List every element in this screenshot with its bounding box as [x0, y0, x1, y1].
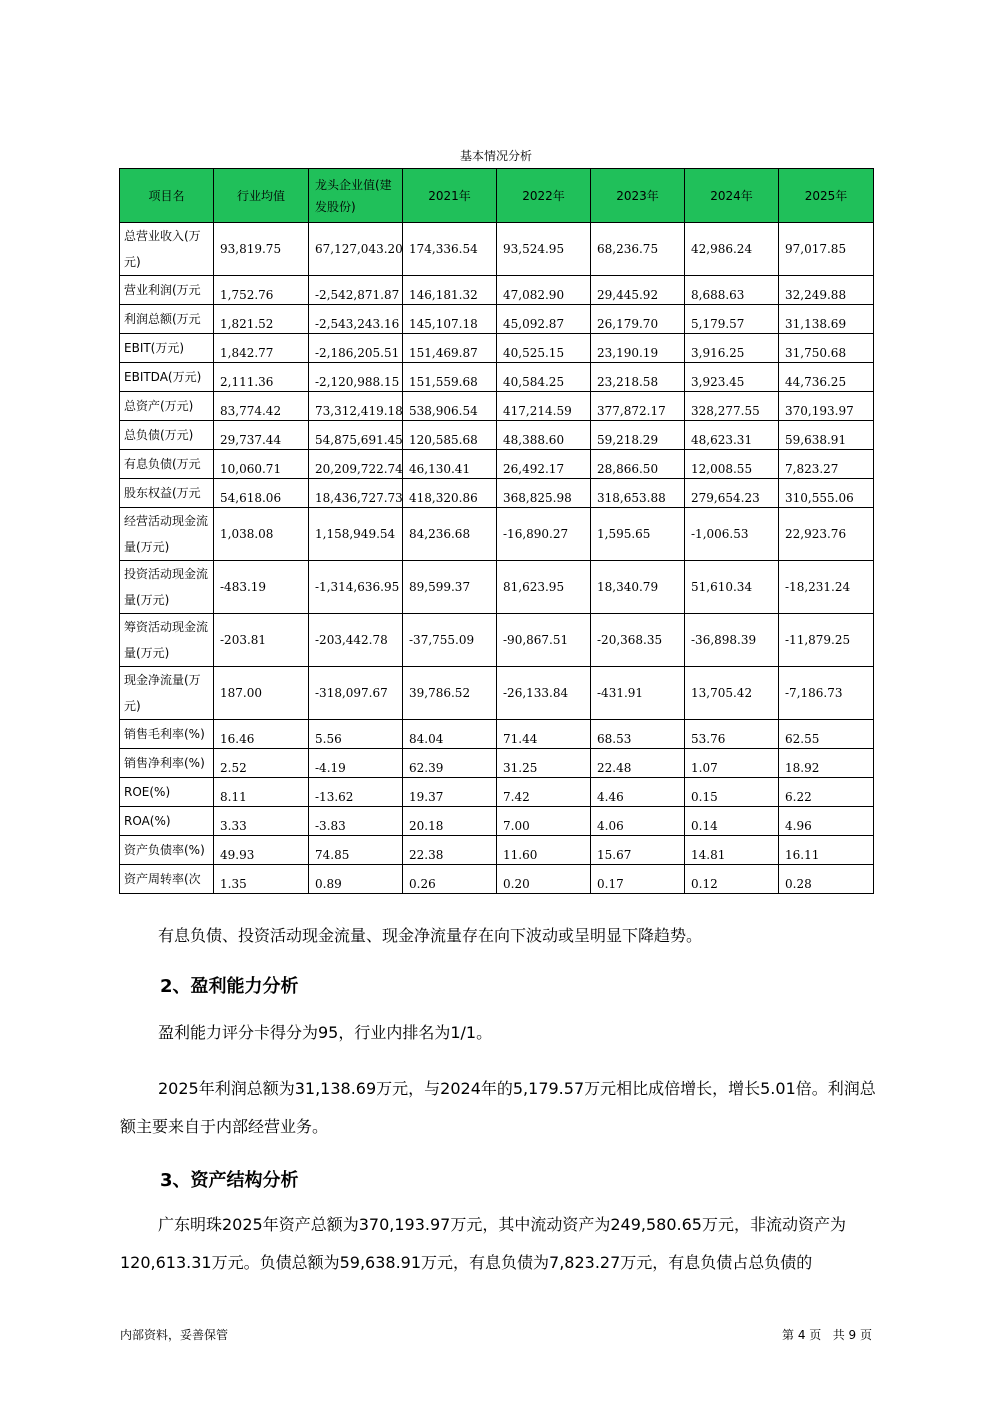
table-row — [120, 508, 874, 561]
row-label: 营业利润(万元 — [120, 276, 214, 305]
table-cell: 89,599.37 — [403, 561, 497, 614]
table-row — [120, 749, 874, 778]
table-cell: 1,842.77 — [214, 334, 309, 363]
table-cell: 67,127,043.20 — [309, 223, 403, 276]
table-cell: 2.52 — [214, 749, 309, 778]
table-cell: 54,618.06 — [214, 479, 309, 508]
financial-summary-table — [119, 168, 874, 894]
table-cell: 1,158,949.54 — [309, 508, 403, 561]
table-cell: 68,236.75 — [591, 223, 685, 276]
table-cell: 74.85 — [309, 836, 403, 865]
table-cell: 120,585.68 — [403, 421, 497, 450]
table-cell: 1,038.08 — [214, 508, 309, 561]
table-cell: 10,060.71 — [214, 450, 309, 479]
table-cell: 93,819.75 — [214, 223, 309, 276]
table-row — [120, 334, 874, 363]
table-cell: 29,445.92 — [591, 276, 685, 305]
table-cell: 48,388.60 — [497, 421, 591, 450]
table-cell: 0.12 — [685, 865, 779, 894]
table-cell: 151,469.87 — [403, 334, 497, 363]
table-cell: 0.17 — [591, 865, 685, 894]
table-cell: 11.60 — [497, 836, 591, 865]
table-cell: 16.46 — [214, 720, 309, 749]
row-label: 总资产(万元) — [120, 392, 214, 421]
table-cell: 13,705.42 — [685, 667, 779, 720]
table-cell: -16,890.27 — [497, 508, 591, 561]
table-cell: 81,623.95 — [497, 561, 591, 614]
table-cell: 418,320.86 — [403, 479, 497, 508]
table-cell: 16.11 — [779, 836, 874, 865]
section-heading-profitability: 2、盈利能力分析 — [160, 976, 299, 997]
table-cell: 23,218.58 — [591, 363, 685, 392]
table-row — [120, 778, 874, 807]
table-cell: 145,107.18 — [403, 305, 497, 334]
table-cell: -18,231.24 — [779, 561, 874, 614]
footer-page-number: 第 4 页 共 9 页 — [782, 1328, 872, 1342]
table-cell: 318,653.88 — [591, 479, 685, 508]
table-cell: 12,008.55 — [685, 450, 779, 479]
table-cell: -2,120,988.15 — [309, 363, 403, 392]
row-label: ROA(%) — [120, 807, 214, 836]
table-cell: 20,209,722.74 — [309, 450, 403, 479]
table-cell: 4.96 — [779, 807, 874, 836]
table-cell: 22.38 — [403, 836, 497, 865]
table-cell: 44,736.25 — [779, 363, 874, 392]
table-cell: 59,218.29 — [591, 421, 685, 450]
table-cell: -1,006.53 — [685, 508, 779, 561]
table-cell: 1,752.76 — [214, 276, 309, 305]
table-row — [120, 223, 874, 276]
table-cell: 26,492.17 — [497, 450, 591, 479]
table-cell: 6.22 — [779, 778, 874, 807]
row-label: ROE(%) — [120, 778, 214, 807]
table-cell: 417,214.59 — [497, 392, 591, 421]
table-cell: 18.92 — [779, 749, 874, 778]
row-label: 筹资活动现金流量(万元) — [120, 614, 214, 667]
table-cell: 370,193.97 — [779, 392, 874, 421]
table-cell: 15.67 — [591, 836, 685, 865]
table-header-row — [120, 169, 874, 223]
table-cell: -7,186.73 — [779, 667, 874, 720]
row-label: 投资活动现金流量(万元) — [120, 561, 214, 614]
table-cell: 328,277.55 — [685, 392, 779, 421]
table-cell: 5.56 — [309, 720, 403, 749]
header-item: 项目名 — [120, 169, 214, 223]
table-cell: 1.35 — [214, 865, 309, 894]
row-label: 利润总额(万元 — [120, 305, 214, 334]
row-label: 资产负债率(%) — [120, 836, 214, 865]
table-cell: -2,186,205.51 — [309, 334, 403, 363]
table-cell: 3,916.25 — [685, 334, 779, 363]
table-row — [120, 450, 874, 479]
table-cell: 3,923.45 — [685, 363, 779, 392]
table-row — [120, 392, 874, 421]
table-cell: 18,436,727.73 — [309, 479, 403, 508]
table-cell: -2,542,871.87 — [309, 276, 403, 305]
table-cell: 54,875,691.45 — [309, 421, 403, 450]
table-cell: 48,623.31 — [685, 421, 779, 450]
table-cell: 62.39 — [403, 749, 497, 778]
row-label: EBIT(万元) — [120, 334, 214, 363]
table-cell: -203,442.78 — [309, 614, 403, 667]
table-cell: 28,866.50 — [591, 450, 685, 479]
header-2023: 2023年 — [591, 169, 685, 223]
row-label: 有息负债(万元 — [120, 450, 214, 479]
table-cell: 174,336.54 — [403, 223, 497, 276]
table-cell: 31,138.69 — [779, 305, 874, 334]
table-cell: -13.62 — [309, 778, 403, 807]
table-row — [120, 807, 874, 836]
table-row — [120, 276, 874, 305]
table-cell: 14.81 — [685, 836, 779, 865]
table-row — [120, 479, 874, 508]
table-cell: 84.04 — [403, 720, 497, 749]
table-cell: -2,543,243.16 — [309, 305, 403, 334]
table-cell: 23,190.19 — [591, 334, 685, 363]
table-cell: 59,638.91 — [779, 421, 874, 450]
table-cell: 83,774.42 — [214, 392, 309, 421]
table-cell: 51,610.34 — [685, 561, 779, 614]
table-cell: 18,340.79 — [591, 561, 685, 614]
paragraph-assets: 广东明珠2025年资产总额为370,193.97万元，其中流动资产为249,580.65万元，非流动资产为120,613.31万元。负债总额为59,638.91万元，有息负债为7,823.27万元，有息负债占总负债的 — [120, 1215, 846, 1272]
table-cell: 73,312,419.18 — [309, 392, 403, 421]
table-cell: 31.25 — [497, 749, 591, 778]
table-cell: 0.20 — [497, 865, 591, 894]
table-cell: 22.48 — [591, 749, 685, 778]
row-label: 销售净利率(%) — [120, 749, 214, 778]
table-cell: -3.83 — [309, 807, 403, 836]
header-2025: 2025年 — [779, 169, 874, 223]
table-row — [120, 667, 874, 720]
table-cell: 0.14 — [685, 807, 779, 836]
table-cell: -90,867.51 — [497, 614, 591, 667]
row-label: 总负债(万元) — [120, 421, 214, 450]
table-row — [120, 305, 874, 334]
row-label: 经营活动现金流量(万元) — [120, 508, 214, 561]
table-cell: 3.33 — [214, 807, 309, 836]
table-cell: -431.91 — [591, 667, 685, 720]
row-label: 股东权益(万元 — [120, 479, 214, 508]
paragraph-profit: 2025年利润总额为31,138.69万元，与2024年的5,179.57万元相比成倍增长，增长5.01倍。利润总额主要来自于内部经营业务。 — [120, 1079, 876, 1136]
table-cell: 0.26 — [403, 865, 497, 894]
table-cell: -483.19 — [214, 561, 309, 614]
table-row — [120, 836, 874, 865]
table-cell: 22,923.76 — [779, 508, 874, 561]
table-cell: 0.15 — [685, 778, 779, 807]
header-2024: 2024年 — [685, 169, 779, 223]
table-cell: 42,986.24 — [685, 223, 779, 276]
table-cell: 93,524.95 — [497, 223, 591, 276]
row-label: 资产周转率(次 — [120, 865, 214, 894]
table-row — [120, 865, 874, 894]
table-cell: 538,906.54 — [403, 392, 497, 421]
table-row — [120, 561, 874, 614]
table-cell: 8.11 — [214, 778, 309, 807]
row-label: 总营业收入(万元) — [120, 223, 214, 276]
table-cell: 26,179.70 — [591, 305, 685, 334]
table-cell: -37,755.09 — [403, 614, 497, 667]
table-cell: 71.44 — [497, 720, 591, 749]
footer-note: 内部资料，妥善保管 — [120, 1328, 229, 1342]
table-cell: 45,092.87 — [497, 305, 591, 334]
table-cell: 68.53 — [591, 720, 685, 749]
row-label: 销售毛利率(%) — [120, 720, 214, 749]
table-cell: -318,097.67 — [309, 667, 403, 720]
table-cell: 19.37 — [403, 778, 497, 807]
table-cell: 47,082.90 — [497, 276, 591, 305]
table-cell: 29,737.44 — [214, 421, 309, 450]
table-cell: 0.89 — [309, 865, 403, 894]
table-cell: 46,130.41 — [403, 450, 497, 479]
table-cell: 62.55 — [779, 720, 874, 749]
paragraph-trend: 有息负债、投资活动现金流量、现金净流量存在向下波动或呈明显下降趋势。 — [158, 926, 703, 945]
table-cell: 5,179.57 — [685, 305, 779, 334]
paragraph-score: 盈利能力评分卡得分为95，行业内排名为1/1。 — [158, 1023, 493, 1042]
table-cell: 40,525.15 — [497, 334, 591, 363]
table-cell: 279,654.23 — [685, 479, 779, 508]
table-cell: 368,825.98 — [497, 479, 591, 508]
table-cell: 187.00 — [214, 667, 309, 720]
table-cell: 7.00 — [497, 807, 591, 836]
table-cell: 1,595.65 — [591, 508, 685, 561]
table-cell: 97,017.85 — [779, 223, 874, 276]
table-cell: -4.19 — [309, 749, 403, 778]
table-row — [120, 421, 874, 450]
row-label: 现金净流量(万元) — [120, 667, 214, 720]
table-cell: -203.81 — [214, 614, 309, 667]
table-cell: 32,249.88 — [779, 276, 874, 305]
section-heading-asset-structure: 3、资产结构分析 — [160, 1170, 299, 1191]
table-cell: 151,559.68 — [403, 363, 497, 392]
table-cell: 84,236.68 — [403, 508, 497, 561]
table-cell: 310,555.06 — [779, 479, 874, 508]
table-cell: 2,111.36 — [214, 363, 309, 392]
table-caption: 基本情况分析 — [459, 149, 532, 163]
table-cell: 1.07 — [685, 749, 779, 778]
table-cell: 377,872.17 — [591, 392, 685, 421]
header-industry-avg: 行业均值 — [214, 169, 309, 223]
table-cell: 49.93 — [214, 836, 309, 865]
table-row — [120, 363, 874, 392]
table-cell: 4.46 — [591, 778, 685, 807]
table-cell: 8,688.63 — [685, 276, 779, 305]
table-cell: 4.06 — [591, 807, 685, 836]
table-cell: 40,584.25 — [497, 363, 591, 392]
table-cell: -26,133.84 — [497, 667, 591, 720]
header-leader: 龙头企业值(建发股份) — [309, 169, 403, 223]
table-cell: -36,898.39 — [685, 614, 779, 667]
table-cell: 7,823.27 — [779, 450, 874, 479]
table-cell: 39,786.52 — [403, 667, 497, 720]
table-cell: -20,368.35 — [591, 614, 685, 667]
table-cell: 31,750.68 — [779, 334, 874, 363]
table-cell: 146,181.32 — [403, 276, 497, 305]
row-label: EBITDA(万元) — [120, 363, 214, 392]
table-cell: 0.28 — [779, 865, 874, 894]
header-2022: 2022年 — [497, 169, 591, 223]
table-cell: 53.76 — [685, 720, 779, 749]
table-cell: 1,821.52 — [214, 305, 309, 334]
header-2021: 2021年 — [403, 169, 497, 223]
table-row — [120, 614, 874, 667]
table-cell: -1,314,636.95 — [309, 561, 403, 614]
table-cell: 20.18 — [403, 807, 497, 836]
table-cell: -11,879.25 — [779, 614, 874, 667]
table-cell: 7.42 — [497, 778, 591, 807]
table-row — [120, 720, 874, 749]
